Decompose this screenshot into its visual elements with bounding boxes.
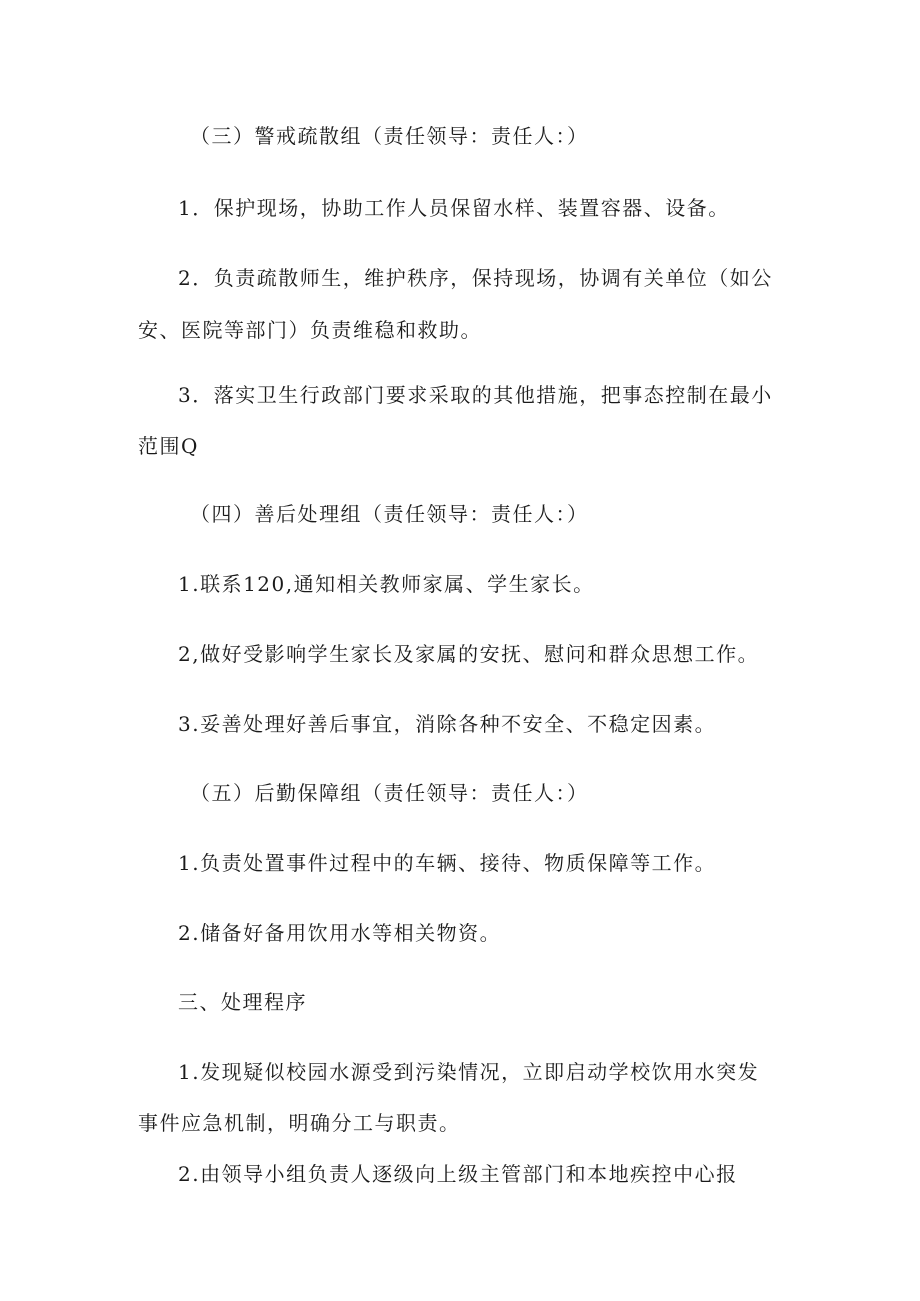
paragraph-continuation: 范围Q xyxy=(138,434,199,458)
paragraph-continuation: 事件应急机制，明确分工与职责。 xyxy=(138,1111,461,1135)
paragraph-item: 2．负责疏散师生，维护秩序，保持现场，协调有关单位（如公 xyxy=(178,266,773,290)
paragraph-item: 1.负责处置事件过程中的车辆、接待、物质保障等工作。 xyxy=(178,851,717,875)
section-heading-procedure: 三、处理程序 xyxy=(178,990,307,1014)
paragraph-continuation: 安、医院等部门）负责维稳和救助。 xyxy=(138,318,482,342)
paragraph-item: 3.妥善处理好善后事宜，消除各种不安全、不稳定因素。 xyxy=(178,712,717,736)
paragraph-item: 1.发现疑似校园水源受到污染情况，立即启动学校饮用水突发 xyxy=(178,1060,760,1084)
section-heading-evacuation-group: （三）警戒疏散组（责任领导：责任人：） xyxy=(190,124,589,148)
paragraph-item: 2.由领导小组负责人逐级向上级主管部门和本地疾控中心报 xyxy=(178,1162,738,1186)
paragraph-item: 1．保护现场，协助工作人员保留水样、装置容器、设备。 xyxy=(178,196,730,220)
paragraph-item: 2,做好受影响学生家长及家属的安抚、慰问和群众思想工作。 xyxy=(178,642,760,666)
paragraph-item: 2.储备好备用饮用水等相关物资。 xyxy=(178,921,502,945)
section-heading-logistics-group: （五）后勤保障组（责任领导：责任人：） xyxy=(190,781,589,805)
section-heading-aftermath-group: （四）善后处理组（责任领导：责任人：） xyxy=(190,502,589,526)
paragraph-item: 3．落实卫生行政部门要求采取的其他措施，把事态控制在最小 xyxy=(178,383,773,407)
paragraph-item: 1.联系120,通知相关教师家属、学生家长。 xyxy=(178,572,595,596)
